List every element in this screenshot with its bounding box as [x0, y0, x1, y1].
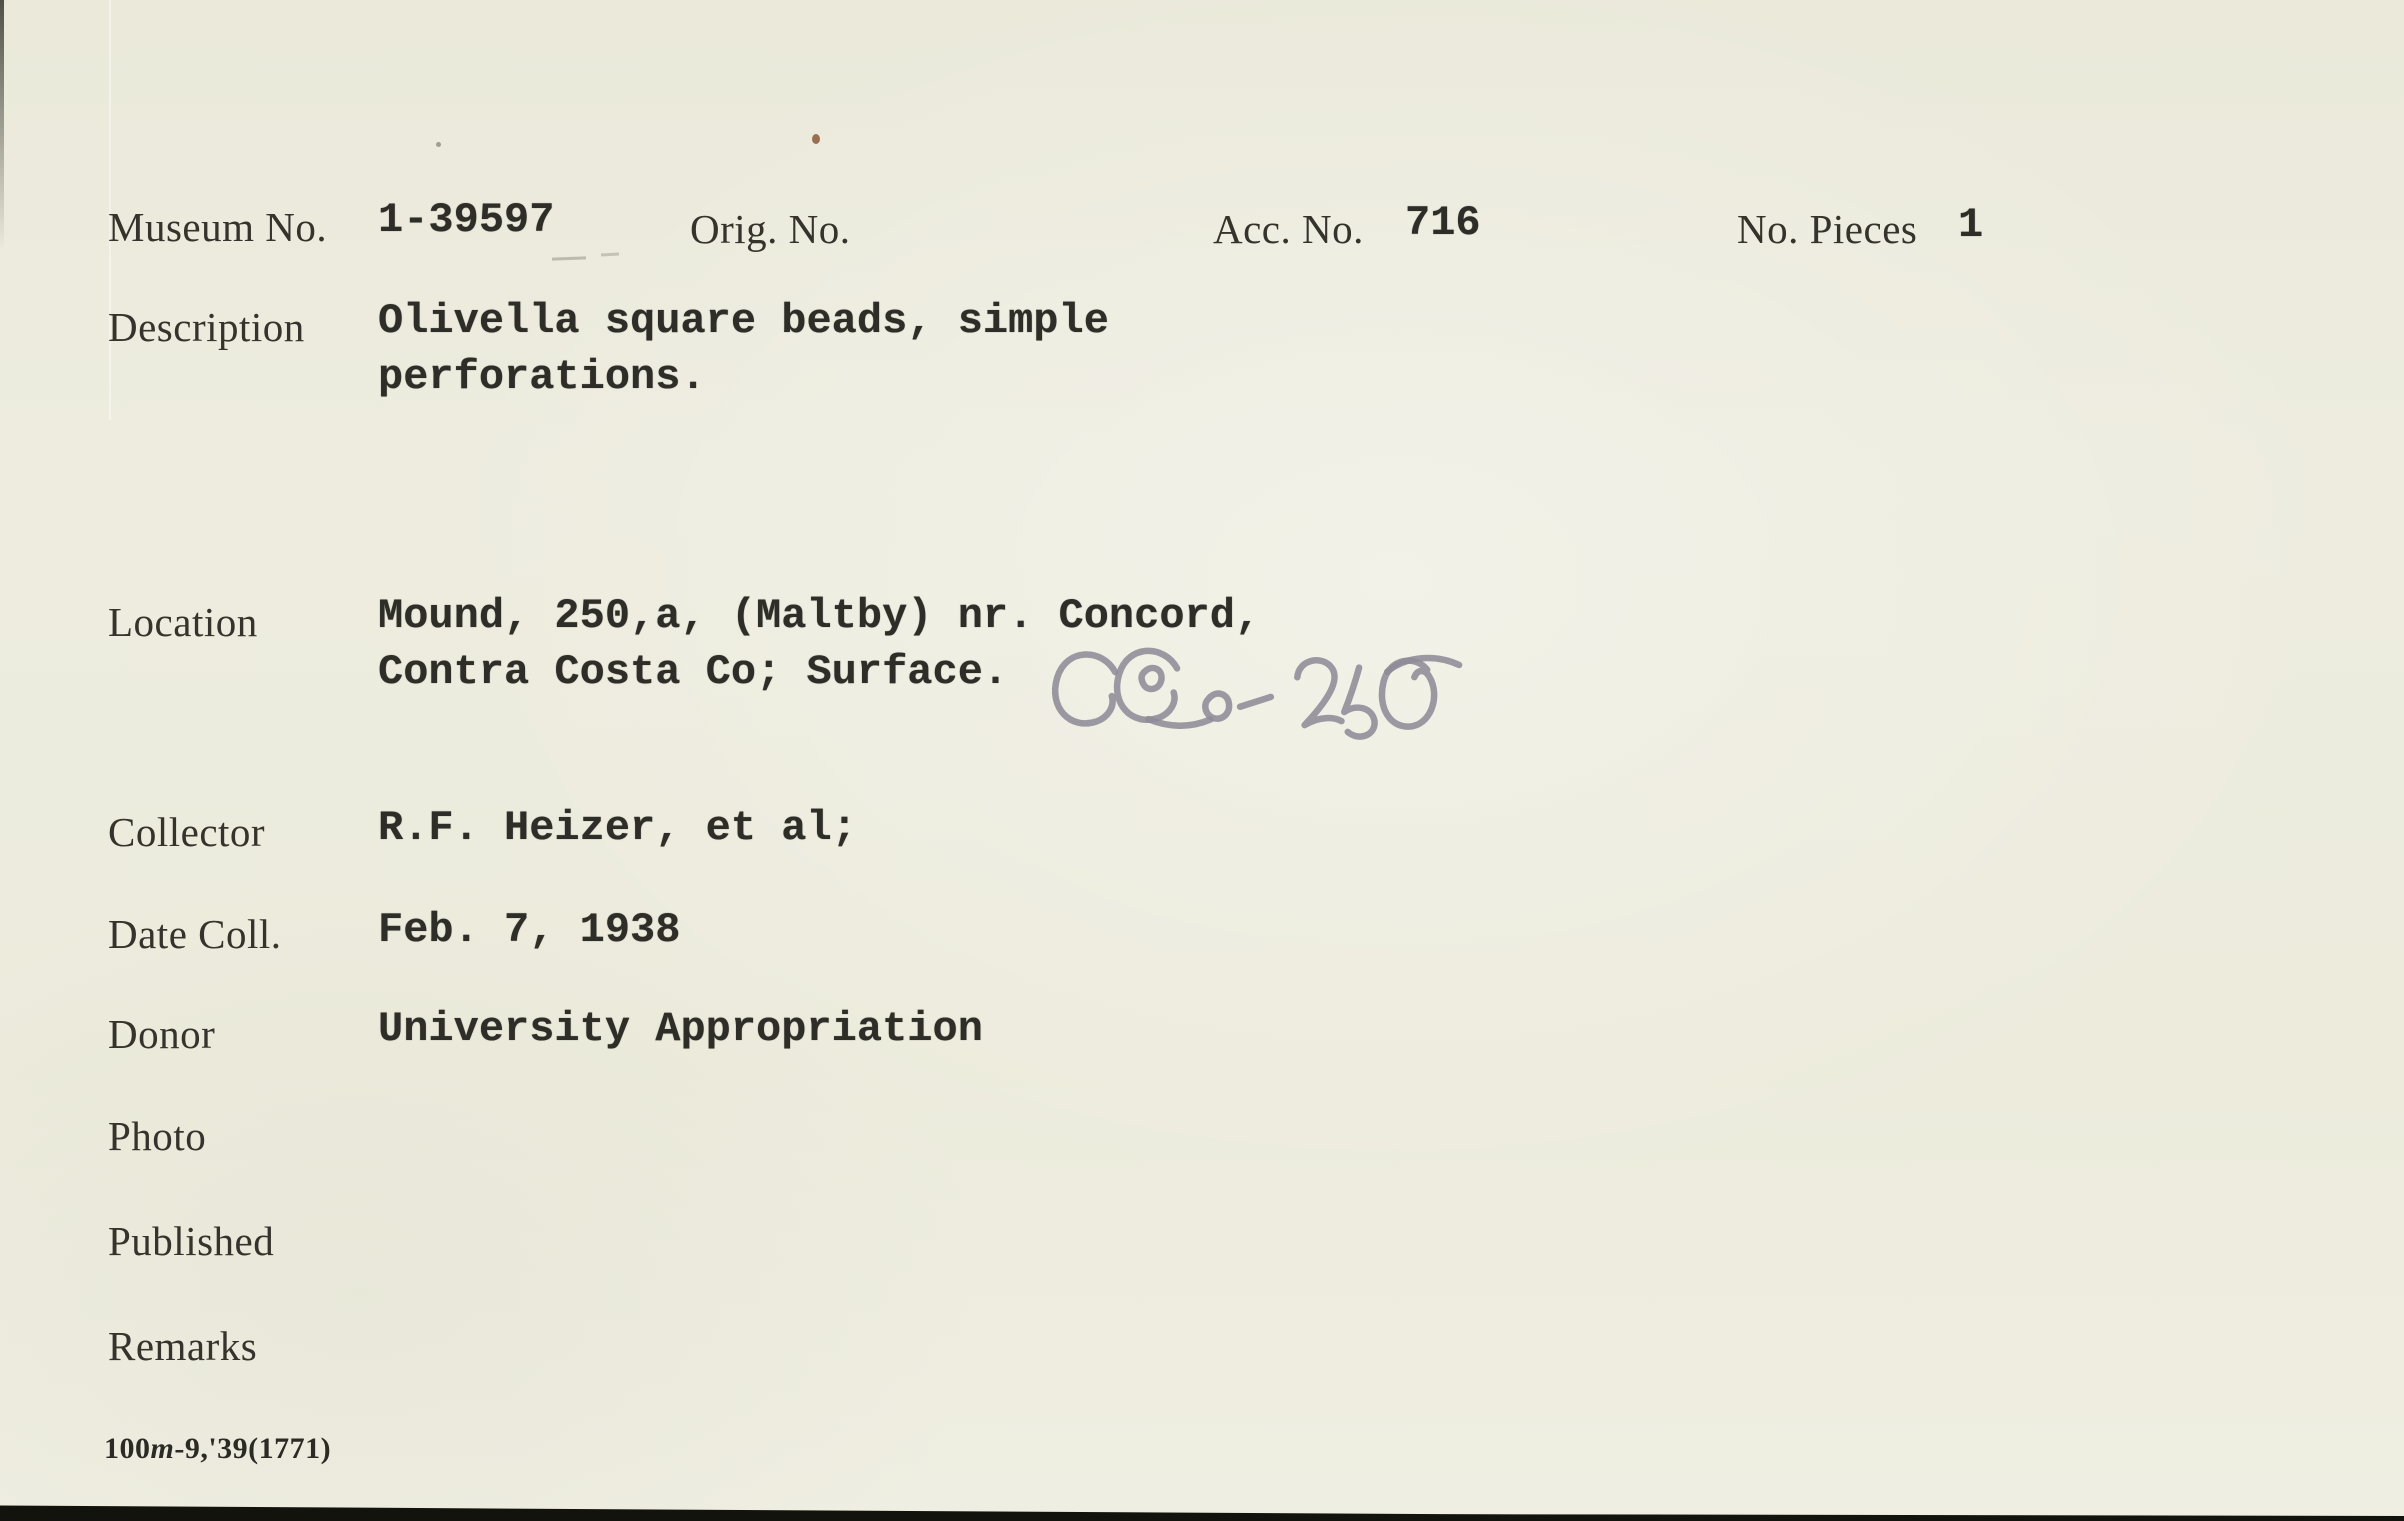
museum-no-label: Museum No. — [108, 204, 328, 250]
print-code — [104, 1432, 331, 1466]
paper-speck — [436, 142, 441, 147]
no-pieces-value: 1 — [1958, 201, 1984, 249]
description-value-line2: perforations. — [378, 353, 706, 401]
date-coll-value: Feb. 7, 1938 — [378, 906, 681, 954]
handwritten-site-code — [1036, 622, 1500, 784]
no-pieces-label: No. Pieces — [1737, 206, 1918, 252]
location-value-line2: Contra Costa Co; Surface. — [378, 648, 1009, 696]
location-value-line1: Mound, 250,a, (Maltby) nr. Concord, — [378, 592, 1261, 640]
date-coll-label: Date Coll. — [108, 911, 282, 957]
pencil-smudge — [552, 256, 586, 260]
description-label: Description — [108, 304, 305, 350]
scan-edge-left — [0, 0, 4, 250]
photo-label: Photo — [108, 1113, 207, 1159]
location-label: Location — [108, 599, 258, 645]
published-label: Published — [108, 1218, 275, 1264]
paper-speck — [812, 134, 820, 144]
orig-no-label: Orig. No. — [690, 206, 851, 252]
remarks-label: Remarks — [108, 1323, 258, 1369]
collector-label: Collector — [108, 809, 266, 855]
donor-value: University Appropriation — [378, 1005, 983, 1053]
scan-edge-bottom — [0, 1503, 2404, 1521]
donor-label: Donor — [108, 1011, 216, 1057]
print-code-suffix: -9,'39(1771) — [174, 1432, 332, 1465]
description-value-line1: Olivella square beads, simple — [378, 297, 1109, 345]
pencil-smudge — [601, 253, 619, 257]
print-code-italic-m: m — [150, 1432, 175, 1465]
collector-value: R.F. Heizer, et al; — [378, 804, 857, 852]
print-code-prefix: 100 — [104, 1432, 151, 1465]
museum-no-value: 1-39597 — [378, 196, 555, 244]
acc-no-label: Acc. No. — [1213, 206, 1364, 252]
acc-no-value: 716 — [1405, 199, 1481, 247]
